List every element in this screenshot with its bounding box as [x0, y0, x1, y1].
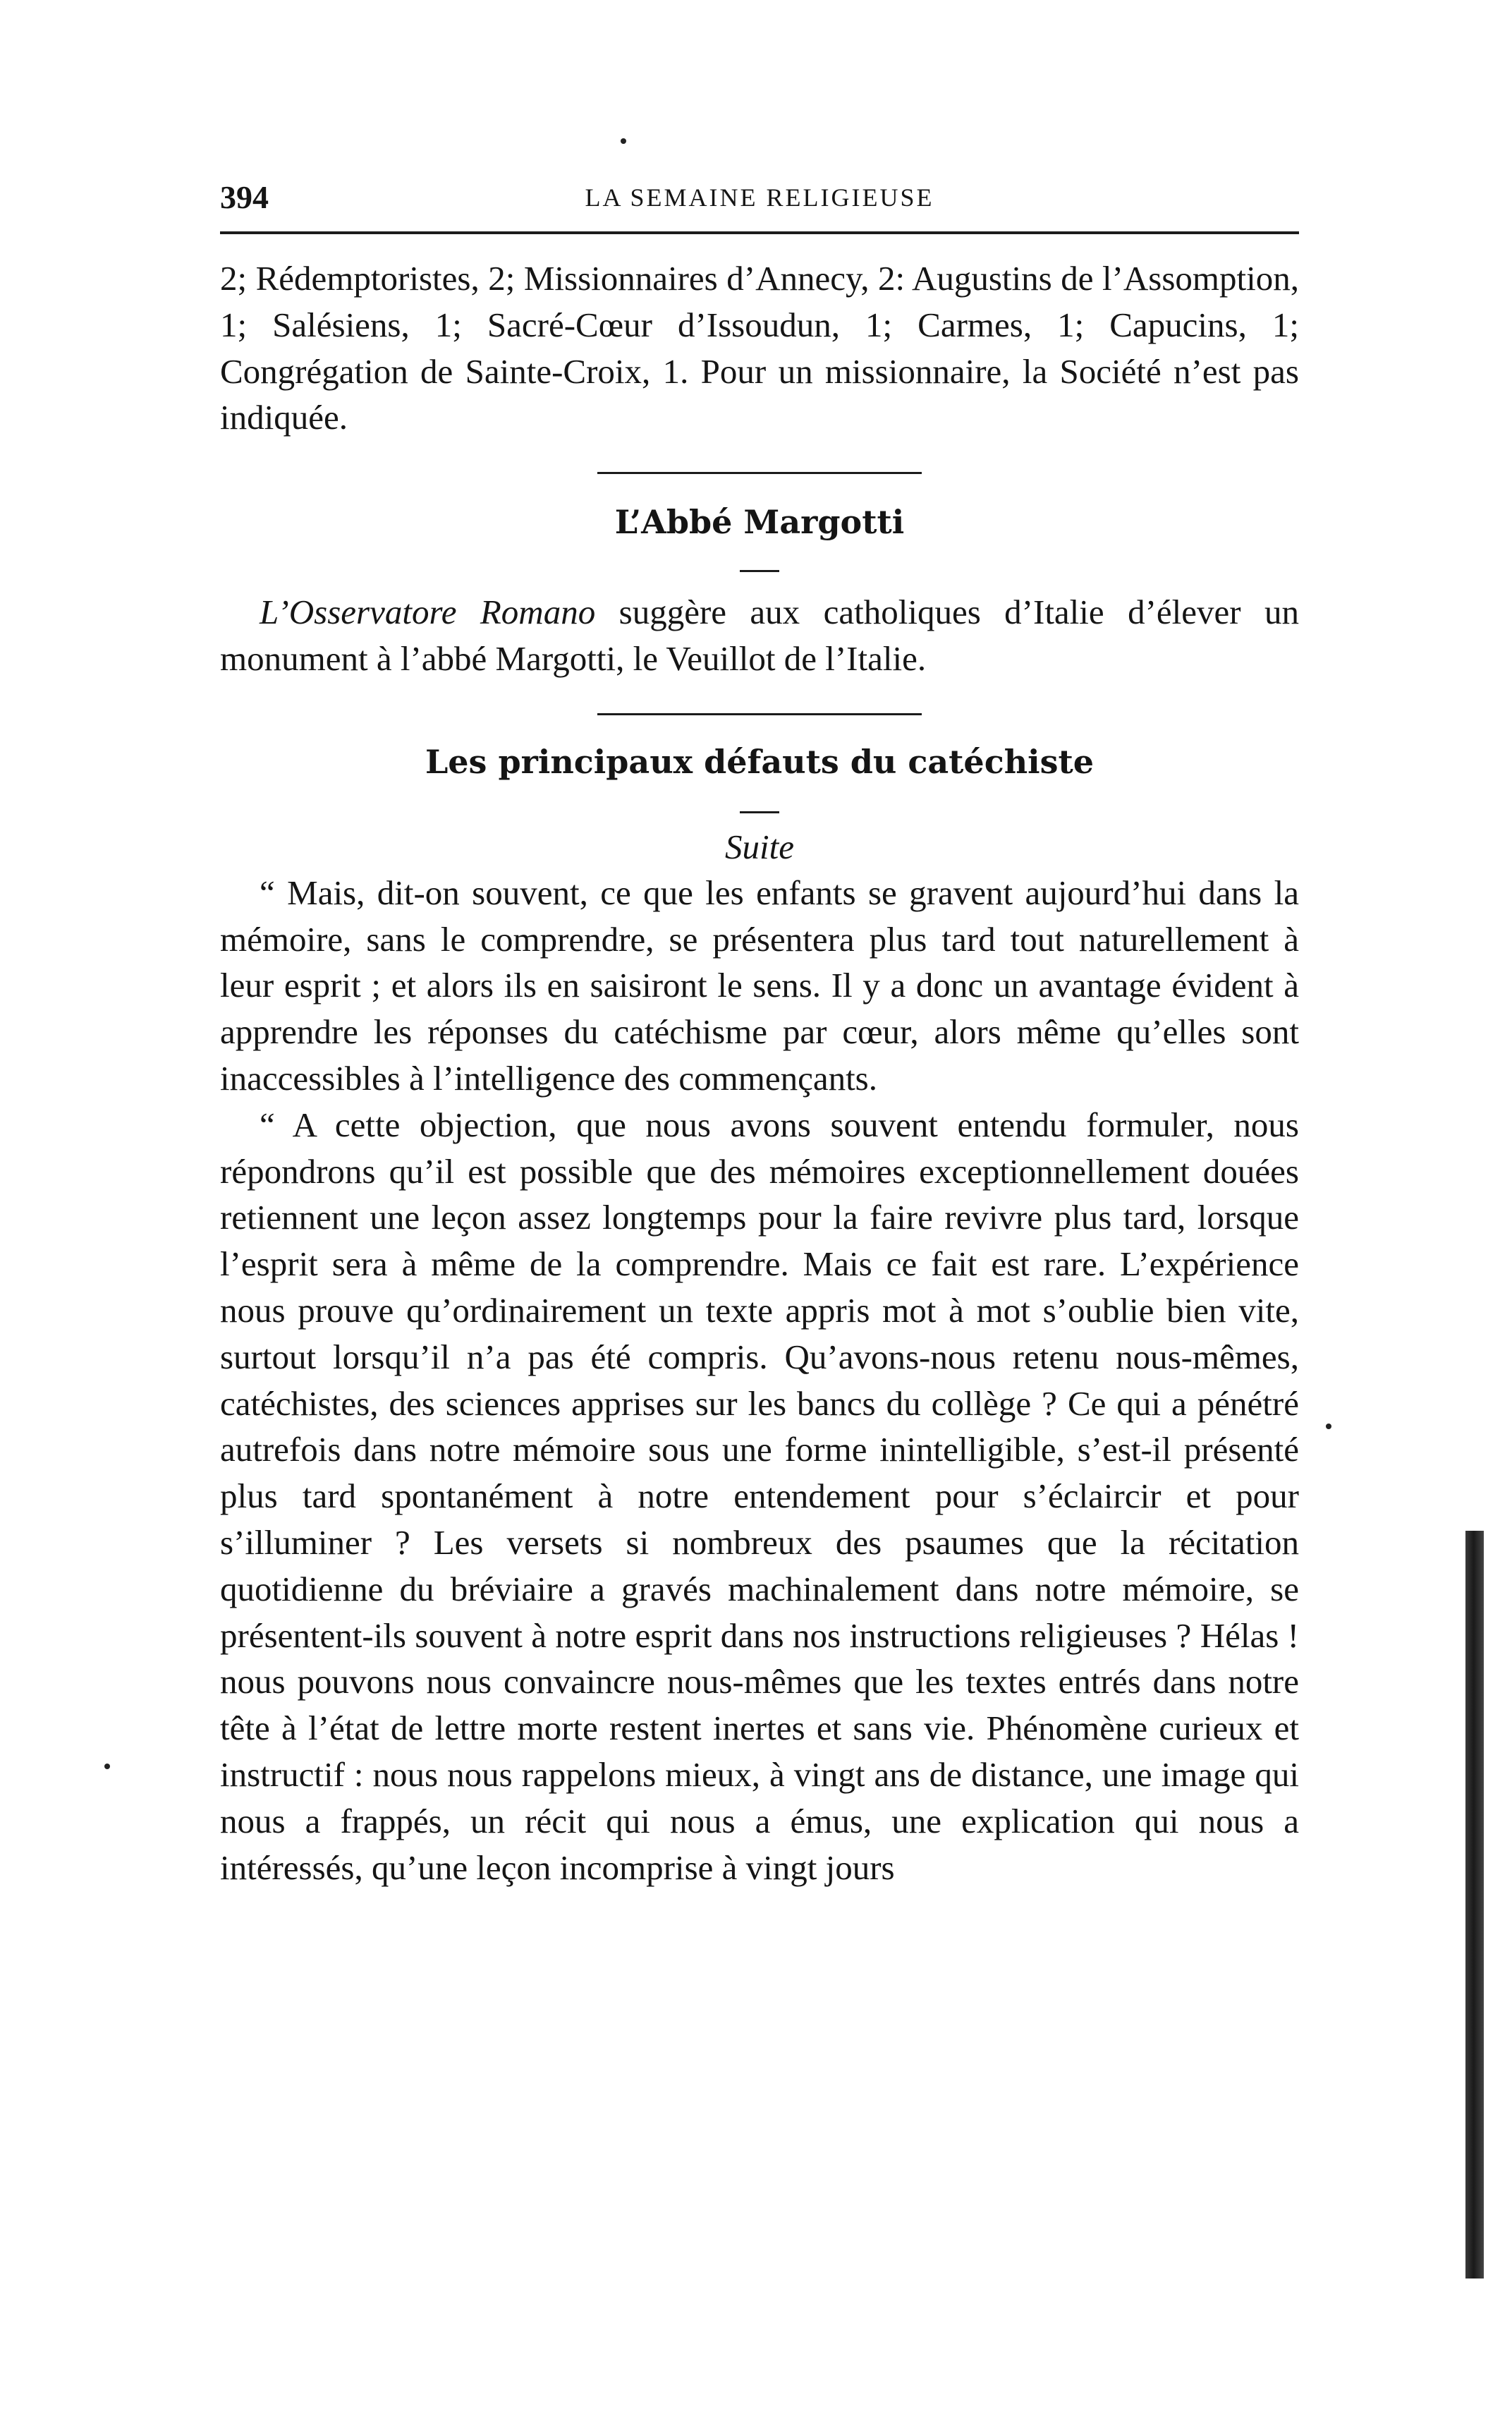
margotti-body: suggère aux catholiques d’Italie d’élever un monument à l’abbé Margotti, le Veuillot de l’Italie. [220, 593, 1299, 678]
page-content [220, 255, 1299, 1891]
intro-paragraph: 2; Rédemptoristes, 2; Missionnaires d’Annecy, 2: Augustins de l’Assomption, 1; Salésiens, 1; Sacré-Cœur d’Issoudun, 1; Carmes, 1; Capucins, 1; Congrégation de Sainte-Croix, 1. Pour un missionnaire, la Société n’est pas indiquée. [220, 259, 1299, 437]
page-number: 394 [220, 179, 269, 215]
section-title-catechiste: Les principaux défauts du catéchiste [425, 742, 1095, 781]
body-paragraph: “ Mais, dit-on souvent, ce que les enfants se gravent aujourd’hui dans la mémoire, sans le comprendre, se présentera plus tard tout naturellement à leur esprit ; et alors ils en saisiront le sens. Il y a donc un avantage évident à apprendre les réponses du catéchisme par cœur, alors même qu’elles sont inaccessibles à l’intelligence des commençants. [220, 873, 1299, 1098]
scan-speck [1326, 1424, 1331, 1429]
page-header [220, 176, 1299, 219]
scan-edge-mark [1465, 1531, 1484, 2278]
publication-name: L’Osservatore Romano [260, 593, 596, 632]
scan-speck [621, 138, 626, 144]
header-rule [220, 231, 1299, 234]
section-subtitle: Suite [725, 827, 794, 866]
scan-speck [104, 1764, 110, 1769]
running-head: LA SEMAINE RELIGIEUSE [585, 183, 934, 212]
section-title-margotti: L’Abbé Margotti [614, 503, 905, 542]
margotti-paragraph [220, 589, 1299, 682]
body-paragraph: “ A cette objection, que nous avons souvent entendu formuler, nous répondrons qu’il est possible que des mémoires exceptionnellement douées retiennent une leçon assez longtemps pour la faire revivre plus tard, lorsque l’esprit sera à même de la comprendre. Mais ce fait est rare. L’expérience nous prouve qu’ordinairement un texte appris mot à mot s’oublie bien vite, surtout lorsqu’il n’a pas été compris. Qu’avons-nous retenu nous-mêmes, catéchistes, des sciences apprises sur les bancs du collège ? Ce qui a pénétré autrefois dans notre mémoire sous une forme inintelligible, s’est-il présenté plus tard spontanément à notre entendement pour s’éclaircir et pour s’illuminer ? Les versets si nombreux des psaumes que la récitation quotidienne du bréviaire a gravés machinalement dans notre mémoire, se présentent-ils souvent à notre esprit dans nos instructions religieuses ? Hélas ! nous pouvons nous convaincre nous-mêmes que les textes entrés dans notre tête à l’état de lettre morte restent inertes et sans vie. Phénomène curieux et instructif : nous nous rappelons mieux, à vingt ans de distance, une image qui nous a frappés, un récit qui nous a émus, une explication qui nous a intéressés, qu’une leçon incomprise à vingt jours [220, 1105, 1299, 1887]
